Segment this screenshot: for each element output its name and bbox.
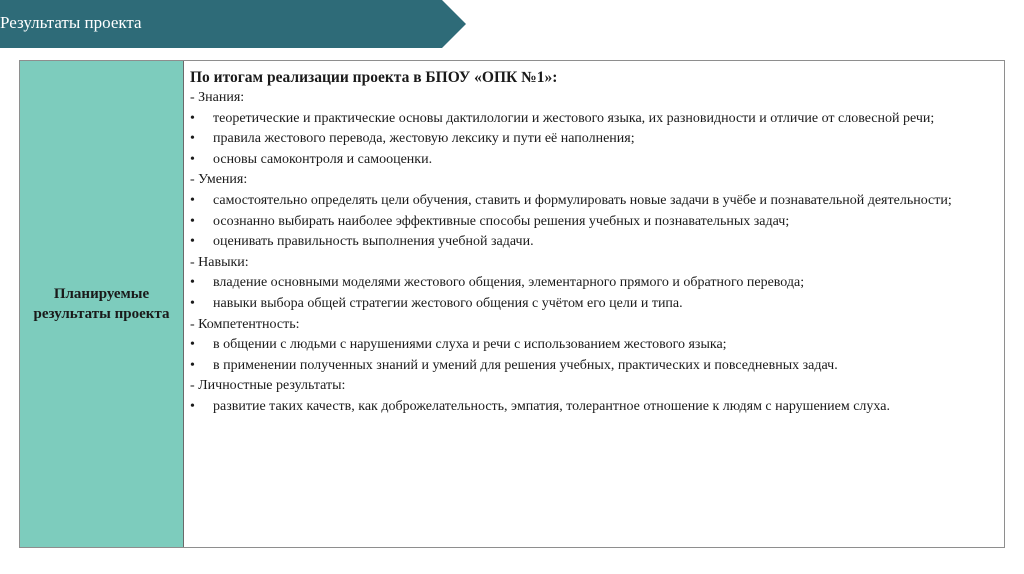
list-item-text: оценивать правильность выполнения учебной задачи. — [213, 234, 534, 250]
list-item — [190, 397, 994, 418]
list-item-text: в общении с людьми с нарушениями слуха и речи с использованием жестового языка; — [213, 337, 727, 353]
list-item — [190, 356, 994, 377]
bullet-icon: • — [190, 213, 195, 229]
list-item-text: навыки выбора общей стратегии жестового общения с учётом его цели и типа. — [213, 295, 683, 311]
page-title: Результаты проекта — [0, 13, 142, 32]
list-item-text: в применении полученных знаний и умений для решения учебных, практических и повседневных задач. — [213, 357, 838, 373]
section-title: - Компетентность: — [190, 316, 300, 332]
list-item — [190, 191, 994, 212]
bullet-icon: • — [190, 398, 195, 414]
bullet-icon: • — [190, 151, 195, 167]
section-title: - Личностные результаты: — [190, 378, 346, 394]
bullet-icon: • — [190, 337, 195, 353]
list-item-text: правила жестового перевода, жестовую лексику и пути её наполнения; — [213, 131, 635, 147]
bullet-icon: • — [190, 131, 195, 147]
left-header-cell — [20, 61, 184, 547]
list-item — [190, 335, 994, 356]
list-item-text: теоретические и практические основы дактилологии и жестового языка, их разновидности и отличие от словесной речи; — [213, 110, 935, 126]
bullet-icon: • — [190, 110, 195, 126]
section-title: - Умения: — [190, 172, 248, 188]
list-item-text: самостоятельно определять цели обучения, ставить и формулировать новые задачи в учёбе и познавательной деятельности; — [213, 192, 952, 208]
section-title: - Знания: — [190, 90, 245, 105]
bullet-icon: • — [190, 234, 195, 250]
list-item — [190, 109, 994, 130]
list-item — [190, 129, 994, 150]
bullet-icon: • — [190, 357, 195, 373]
list-item — [190, 273, 994, 294]
planned-results-label: Планируемые результаты проекта — [33, 286, 170, 322]
content-heading: По итогам реализации проекта в БПОУ «ОПК №1»: — [190, 69, 558, 86]
list-item-text: основы самоконтроля и самооценки. — [213, 151, 433, 167]
bullet-icon: • — [190, 295, 195, 311]
list-item — [190, 150, 994, 171]
list-item-text: развитие таких качеств, как доброжелательность, эмпатия, толерантное отношение к людям с нарушением слуха. — [213, 398, 890, 414]
bullet-icon: • — [190, 192, 195, 208]
results-table — [19, 60, 1005, 548]
section-title: - Навыки: — [190, 254, 249, 270]
results-sections — [190, 88, 994, 418]
bullet-icon: • — [190, 275, 195, 291]
list-item — [190, 212, 994, 233]
list-item — [190, 294, 994, 315]
list-item-text: осознанно выбирать наиболее эффективные способы решения учебных и познавательных задач; — [213, 213, 790, 229]
list-item-text: владение основными моделями жестового общения, элементарного прямого и обратного перевода; — [213, 275, 805, 291]
list-item — [190, 232, 994, 253]
right-content-cell — [184, 61, 1004, 547]
